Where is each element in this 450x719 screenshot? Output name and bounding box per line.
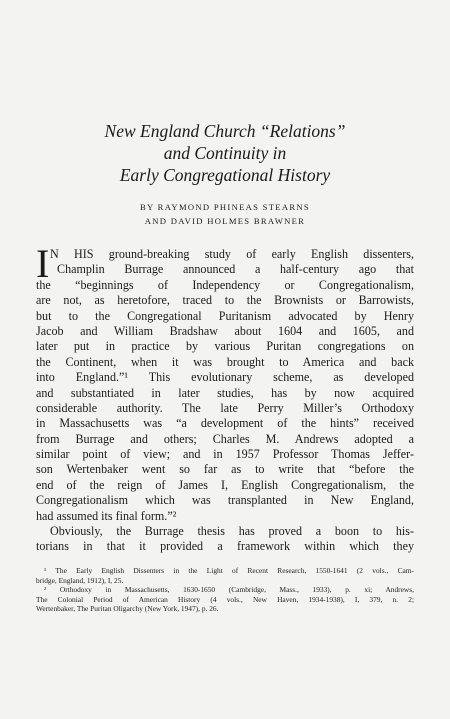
article-title — [40, 120, 410, 186]
body-line: Champlin Burrage announced a half-century ago that — [57, 262, 414, 277]
body-line: similar point of view; and in 1957 Professor Thomas Jeffer- — [36, 447, 414, 462]
article-body — [36, 241, 414, 555]
body-line: the Continent, when it was brought to America and back — [36, 354, 414, 369]
body-line: Obviously, the Burrage thesis has proved a boon to his- — [50, 524, 414, 539]
title-line-2: and Continuity in — [163, 143, 287, 163]
footnote-line: bridge, England, 1912), I, 25. — [36, 575, 124, 585]
footnote-line: ¹ The Early English Dissenters in the Light of Recent Research, 1550-1641 (2 vols., Cam- — [44, 566, 414, 575]
drop-cap: I — [36, 241, 50, 286]
body-line: later put in practice by various Puritan congregations on — [36, 339, 414, 354]
body-line: son Wertenbaker went so far as to write that “before the — [36, 462, 414, 477]
title-line-1: New England Church “Relations” — [104, 121, 346, 141]
body-line: and substantiated in later studies, has by now acquired — [36, 385, 414, 400]
body-line: N HIS ground-breaking study of early English dissenters, — [50, 247, 414, 261]
footnote-line: The Colonial Period of American History (4 vols., New Haven, 1934-1938), I, 379, n. 2; — [36, 594, 414, 604]
body-line: in Massachusetts was “a development of the hints” received — [36, 416, 414, 431]
body-line: but to the Congregational Puritanism advocated by Henry — [36, 308, 414, 323]
body-line: had assumed its final form.”² — [36, 508, 177, 523]
body-line: into England.”¹ This evolutionary scheme, as developed — [36, 370, 414, 385]
body-line: the “beginnings of Independency or Congregationalism, — [36, 277, 414, 292]
body-line: considerable authority. The late Perry Miller’s Orthodoxy — [36, 400, 414, 415]
title-line-3: Early Congregational History — [119, 165, 331, 185]
byline — [40, 200, 410, 228]
footnote-line: Wertenbaker, The Puritan Oligarchy (New York, 1947), p. 26. — [36, 604, 219, 614]
body-line: end of the reign of James I, English Congregationalism, the — [36, 477, 414, 492]
footnote-line: ² Orthodoxy in Massachusetts, 1630-1650 (Cambridge, Mass., 1933), p. xi; Andrews, — [44, 585, 414, 595]
body-line: torians in that it provided a framework within which they — [36, 539, 414, 554]
body-line: are not, as heretofore, traced to the Brownists or Barrowists, — [36, 293, 414, 308]
byline-line-2: AND DAVID HOLMES BRAWNER — [144, 216, 306, 226]
body-line: Congregationalism which was transplanted in New England, — [36, 493, 414, 508]
body-line: from Burrage and others; Charles M. Andrews adopted a — [36, 431, 414, 446]
body-line: Jacob and William Bradshaw about 1604 and 1605, and — [36, 323, 414, 338]
byline-line-1: BY RAYMOND PHINEAS STEARNS — [140, 202, 310, 212]
footnotes — [36, 566, 414, 614]
